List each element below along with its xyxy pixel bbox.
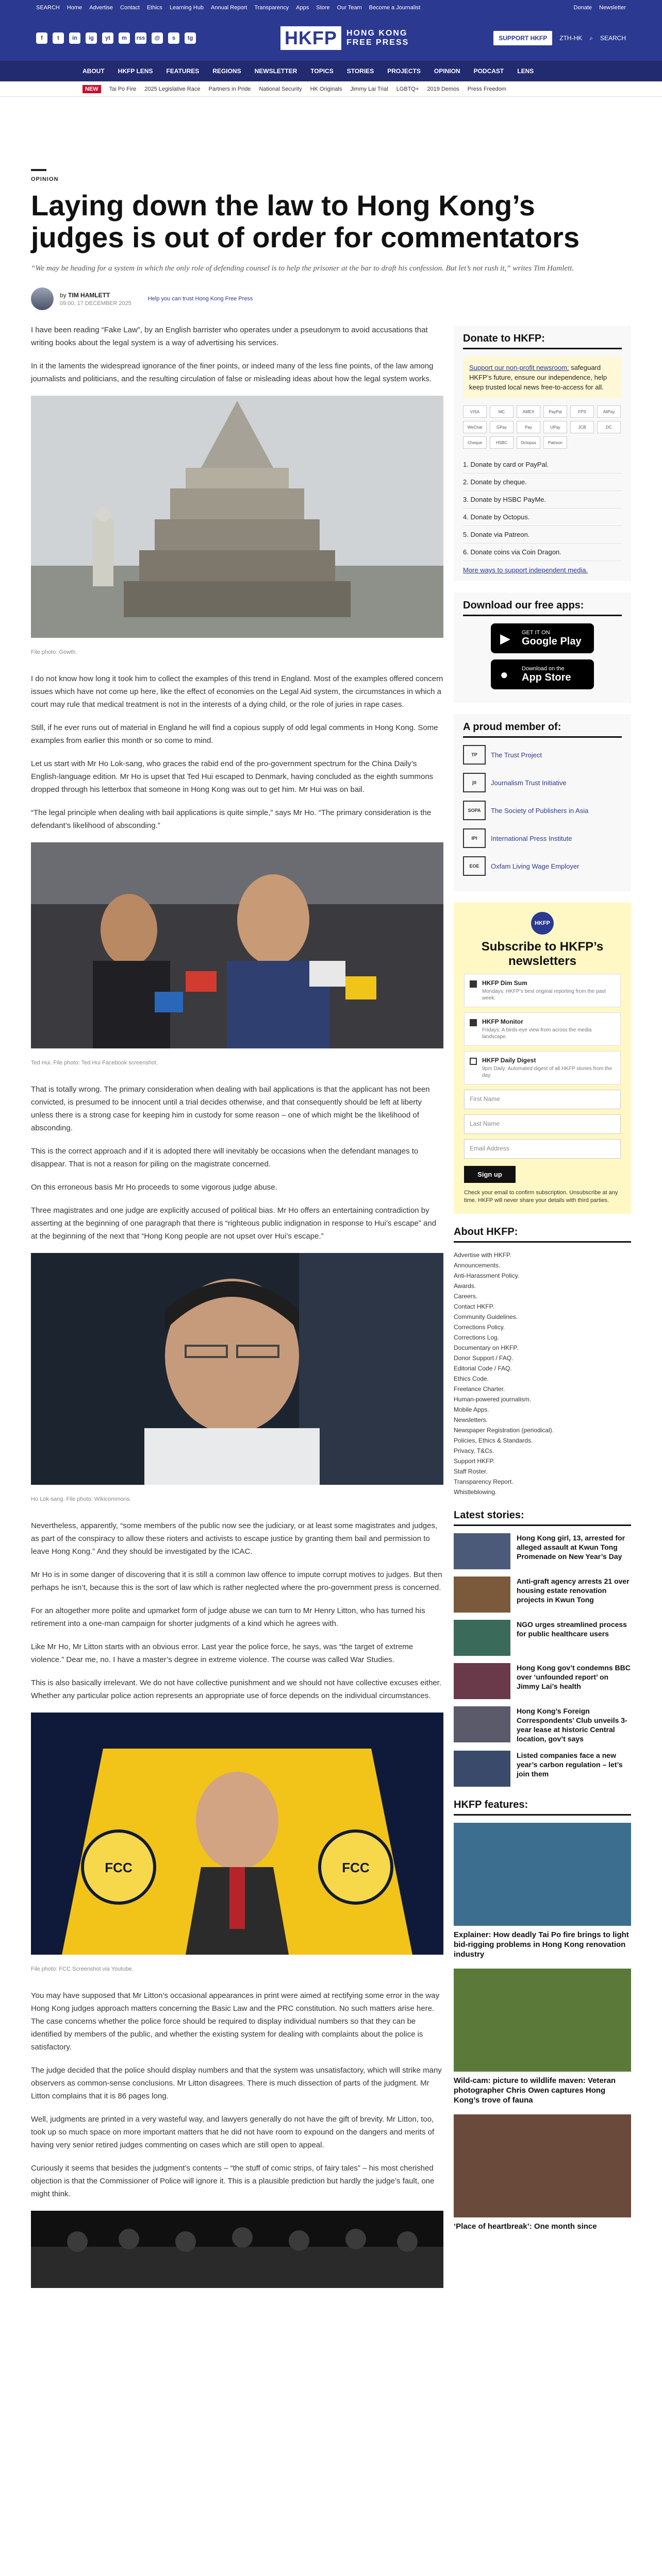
nav-item[interactable]: REGIONS	[212, 67, 241, 75]
member-list	[463, 745, 622, 876]
nav-item[interactable]: NEWSLETTER	[254, 67, 297, 75]
nav-item[interactable]: ABOUT	[82, 67, 105, 75]
article-paragraph: That is totally wrong. The primary consideration when dealing with bail applications is that the applicant has not been convicted, is presumed to be innocent until a trial decides otherwise, and that consequently should be left at liberty unless there is a strong case for keeping him in custody for some reason – one of which might be the likelihood of absconding.	[31, 1085, 430, 1132]
utility-link[interactable]: Transparency	[254, 5, 289, 11]
member-badge: IPI	[463, 828, 486, 848]
member-name: Oxfam Living Wage Employer	[491, 862, 580, 870]
donate-option[interactable]: 2. Donate by cheque.	[463, 473, 622, 491]
article-paragraph: This is also basically irrelevant. We do not have collective punishment and we should not have collective excuses either. Whether any particular police action represents an appropriate use of force depends on the individual circumstances.	[31, 1679, 441, 1700]
story-thumbnail[interactable]	[454, 1577, 510, 1613]
about-link[interactable]: Privacy, T&Cs.	[454, 1447, 494, 1454]
about-link[interactable]: Policies, Ethics & Standards.	[454, 1437, 533, 1444]
payment-logo: GPay	[490, 421, 514, 433]
photo-caption-4: File photo: FCC Screenshot via Youtube.	[31, 1966, 134, 1972]
story-headline[interactable]: Hong Kong’s Foreign Correspondents’ Club unveils 3-year lease at historic Central location, gov’t says	[517, 1707, 627, 1743]
subscribe-box	[454, 903, 631, 1214]
donate-title: Donate to HKFP:	[463, 333, 622, 349]
social-icon[interactable]: rss	[135, 32, 146, 44]
utility-link[interactable]: Learning Hub	[169, 5, 204, 11]
about-link[interactable]: Careers.	[454, 1293, 478, 1300]
article-paragraph: Let us start with Mr Ho Lok-sang, who graces the rabid end of the pro-government spectrum for the China Daily’s English-language edition. Mr Ho is upset that Ted Hui escaped to Denmark, having concluded as the eighth summons dropped through his letterbox that someone in Hong Kong was out to get him. Mr Hui was on bail.	[31, 759, 434, 794]
fcc-sign-left: FCC	[105, 1860, 133, 1875]
payment-logo: Pay	[517, 421, 540, 433]
payment-logo: JCB	[570, 421, 594, 433]
payment-logo: MC	[490, 405, 514, 418]
story-thumbnail[interactable]	[454, 1663, 510, 1699]
about-link[interactable]: Donor Support / FAQ.	[454, 1354, 514, 1362]
story-thumbnail[interactable]	[454, 1533, 510, 1569]
member-name: The Trust Project	[491, 751, 542, 759]
about-link[interactable]: Mobile Apps.	[454, 1406, 489, 1413]
utility-link[interactable]: Home	[67, 5, 82, 11]
utility-links-right	[574, 5, 626, 11]
story-headline[interactable]: Hong Kong girl, 13, arrested for alleged assault at Kwun Tong Promenade on New Year’s Day	[517, 1534, 625, 1561]
article-paragraph: Mr Ho is in some danger of discovering that it is still a common law offence to impute corrupt motives to judges. But then perhaps he isn’t, because this is the sort of law which is rather neglected where the pro-government press is concerned.	[31, 1570, 442, 1592]
new-badge: NEW	[82, 85, 101, 93]
story-thumbnail[interactable]	[454, 1620, 510, 1656]
nav-item[interactable]: FEATURES	[166, 67, 200, 75]
article-category[interactable]: OPINION	[31, 176, 59, 182]
about-links	[454, 1250, 631, 1497]
nav-item[interactable]: HKFP LENS	[118, 67, 153, 75]
nav-item[interactable]: LENS	[517, 67, 534, 75]
article-paragraph: Well, judgments are printed in a very wasteful way, and lawyers generally do not have the gift of brevity. Mr Litton, too, took up so much space on more important matters that he did not have room to expound on the dangers and merits of having very senior retired judges commenting on cases which are still open to appeal.	[31, 2115, 435, 2149]
about-link[interactable]: Documentary on HKFP.	[454, 1344, 519, 1351]
article-paragraph: You may have supposed that Mr Litton’s occasional appearances in print were aimed at rectifying some error in the way Hong Kong judges approach matters concerning the Basic Law and the PRC constitution. No such matters arise here. The case concerns whether the police force should be required to display individual numbers so that they can be identified by members of the public, and whether the existing system for dealing with complaints about the police is satisfactory.	[31, 1991, 440, 2052]
nav-item[interactable]: PROJECTS	[387, 67, 421, 75]
donate-option[interactable]: 5. Donate via Patreon.	[463, 526, 622, 544]
about-link[interactable]: Community Guidelines.	[454, 1313, 518, 1320]
utility-link[interactable]: Apps	[296, 5, 309, 11]
donate-option[interactable]: 4. Donate by Octopus.	[463, 509, 622, 526]
payment-logo: HSBC	[490, 436, 514, 449]
story-headline[interactable]: Listed companies face a new year’s carbon regulation – let’s join them	[517, 1751, 623, 1778]
about-section	[454, 1226, 631, 1497]
donate-more-link[interactable]: More ways to support independent media.	[463, 566, 588, 574]
feature-headline[interactable]: Wild-cam: picture to wildlife maven: Veteran photographer Chris Owen captures Hong Kong’s trove of fauna	[454, 2076, 616, 2105]
article-body	[31, 324, 443, 2296]
about-link[interactable]: Contact HKFP.	[454, 1303, 494, 1310]
about-link[interactable]: Newsletters.	[454, 1416, 488, 1423]
newsletter-name: HKFP Daily Digest	[482, 1057, 536, 1064]
latest-story[interactable]	[454, 1577, 631, 1613]
article-paragraph: I do not know how long it took him to collect the examples of this trend in England. Most of the examples offered concern issues which have not come up here, like the effect of economies on the Legal Aid system, the circumstances in which a court may rule that medical treatment is not in the interests of a dying child, or the role of juries in rape cases.	[31, 674, 443, 709]
latest-list	[454, 1533, 631, 1787]
google-play-button[interactable]: ▶ GET IT ON Google Play	[491, 623, 594, 653]
apple-icon: ●	[500, 667, 508, 682]
features-title: HKFP features:	[454, 1799, 631, 1816]
photo-caption-3: Ho Lok-sang. File photo: Wikicommons.	[31, 1496, 131, 1502]
article-paragraph: I have been reading “Fake Law”, by an English barrister who operates under a pseudonym to avoid accusations that writing books about the legal system is a way of advertising his services.	[31, 326, 428, 347]
site-logo[interactable]	[280, 26, 409, 50]
paragraph-group-5	[31, 1989, 443, 2200]
checkbox[interactable]	[470, 1058, 477, 1065]
trending-link[interactable]: LGBTQ+	[396, 86, 419, 92]
utility-link[interactable]: Store	[316, 5, 330, 11]
paragraph-group-3	[31, 1083, 443, 1243]
article-paragraph: The judge decided that the police should display numbers and that the system was unsatisfactory, which will strike many observers as common-sense conclusions. Mr Litton disagrees. There is much dissection of parts of the judgment. Mr Litton complains that it is 86 pages long.	[31, 2066, 442, 2100]
fcc-sign-right: FCC	[342, 1860, 370, 1875]
newsletter-desc: Mondays: HKFP’s best original reporting from the past week.	[482, 989, 606, 1001]
nav-item[interactable]: STORIES	[346, 67, 374, 75]
trending-link[interactable]: HK Originals	[310, 86, 342, 92]
subscribe-note: Check your email to confirm subscription. Unsubscribe at any time. HKFP will never share your details with third parties.	[464, 1190, 618, 1204]
article-standfirst: “We may be heading for a system in which the only role of defending counsel is to help the prisoner at the bar to draft his confession. But let’s not rush it,” writes Tim Hamlett.	[31, 264, 574, 273]
subscribe-title: Subscribe to HKFP’s newsletters	[481, 940, 604, 968]
trending-link[interactable]: Jimmy Lai Trial	[350, 86, 388, 92]
logo-words: HONG KONG FREE PRESS	[346, 29, 409, 47]
social-icon[interactable]: ig	[86, 32, 97, 44]
member-item[interactable]	[463, 828, 622, 848]
nav-item[interactable]: TOPICS	[310, 67, 334, 75]
about-link[interactable]: Transparency Report.	[454, 1478, 514, 1485]
donate-intro-link[interactable]: Support our non-profit newsroom:	[469, 364, 569, 371]
about-link[interactable]: Corrections Policy.	[454, 1324, 505, 1331]
article-page	[0, 97, 662, 2231]
utility-link[interactable]: SEARCH	[36, 5, 60, 11]
publish-date: 09:00, 17 DECEMBER 2025	[60, 300, 131, 307]
payment-logo: Octopus	[517, 436, 540, 449]
newsletter-desc: Fridays: A birds-eye view from across the media landscape.	[482, 1027, 592, 1040]
member-name: The Society of Publishers in Asia	[491, 806, 589, 815]
utility-link[interactable]: Ethics	[146, 5, 162, 11]
feature-headline[interactable]: ‘Place of heartbreak’: One month since	[454, 2222, 597, 2231]
story-headline[interactable]: NGO urges streamlined process for public healthcare users	[517, 1620, 627, 1638]
social-icon[interactable]: tg	[185, 32, 196, 44]
social-icons	[36, 32, 196, 44]
utility-link[interactable]: Become a Journalist	[369, 5, 421, 11]
header-actions	[493, 31, 626, 45]
about-link[interactable]: Announcements.	[454, 1262, 501, 1269]
utility-link[interactable]: Our Team	[337, 5, 362, 11]
photo-caption-2: Ted Hui. File photo: Ted Hui Facebook screenshot.	[31, 1060, 158, 1066]
donate-box	[454, 326, 631, 581]
article-paragraph: In it the laments the widespread ignorance of the finer points, or indeed many of the less fine points, of the law among journalists and politicians, and the resulting circulation of false or misleading ideas about how the legal system works.	[31, 362, 434, 383]
apps-title: Download our free apps:	[463, 600, 622, 616]
article-paragraph: Three magistrates and one judge are explicitly accused of political bias. Mr Ho offers an entertaining contradiction by asserting at the beginning of one paragraph that there is “righteous public indignation in response to Hui’s escape” and at the beginning of the next that “Hong Kong people are not upset over Hui’s escape.”	[31, 1206, 437, 1241]
donate-intro: Support our non-profit newsroom: safeguard HKFP’s future, ensure our independence, help keep trusted local news free-to-access for all.	[463, 357, 622, 398]
about-link[interactable]: Anti-Harassment Policy.	[454, 1272, 520, 1279]
donate-option[interactable]: 6. Donate coins via Coin Dragon.	[463, 544, 622, 561]
member-badge: TP	[463, 745, 486, 765]
paragraph-group-2	[31, 672, 443, 832]
newsletter-name: HKFP Monitor	[482, 1018, 523, 1025]
article-paragraph: For an altogether more polite and upmarket form of judge abuse we can turn to Mr Henry Litton, who has turned his retirement into a one-man campaign for shorter judgments of a kind which he agrees with.	[31, 1606, 425, 1628]
trending-link[interactable]: 2025 Legislative Race	[144, 86, 201, 92]
member-item[interactable]	[463, 773, 622, 792]
member-item[interactable]	[463, 745, 622, 765]
article-paragraph: This is the correct approach and if it is adopted there will inevitably be occasions when the defendant manages to disappear. That is not a reason for piling on the magistrate concerned.	[31, 1147, 419, 1168]
feature-headline[interactable]: Explainer: How deadly Tai Po fire brings to light bid-rigging problems in Hong Kong renovation industry	[454, 1930, 629, 1959]
newsletter-option[interactable]	[464, 974, 621, 1007]
article-photo-press	[31, 842, 443, 1048]
payment-logo: Patreon	[543, 436, 567, 449]
story-headline[interactable]: Hong Kong gov’t condemns BBC over ‘unfounded report’ on Jimmy Lai’s health	[517, 1664, 631, 1690]
site-header	[0, 15, 662, 61]
utility-link-right[interactable]: Newsletter	[599, 5, 626, 11]
about-link[interactable]: Awards.	[454, 1282, 476, 1290]
article-photo-protest	[31, 2211, 443, 2288]
subscribe-logo: HKFP	[531, 912, 554, 935]
trending-link[interactable]: Tai Po Fire	[109, 86, 137, 92]
about-link[interactable]: Support HKFP.	[454, 1458, 495, 1465]
trust-link[interactable]: Help you can trust Hong Kong Free Press	[147, 296, 253, 302]
features-list	[454, 1823, 631, 2231]
app-store-button[interactable]: ● Download on the App Store	[491, 659, 594, 689]
checkbox-checked[interactable]	[470, 980, 477, 988]
social-icon[interactable]: @	[152, 32, 163, 44]
about-link[interactable]: Whistleblowing.	[454, 1488, 497, 1496]
member-name: Journalism Trust Initiative	[491, 778, 567, 787]
member-item[interactable]	[463, 856, 622, 876]
trending-link[interactable]: National Security	[259, 86, 302, 92]
about-link[interactable]: Ethics Code.	[454, 1375, 489, 1382]
first-name-input[interactable]: First Name	[464, 1090, 621, 1109]
paragraph-group-4	[31, 1519, 443, 1702]
utility-bar	[0, 0, 662, 15]
about-link[interactable]: Advertise with HKFP.	[454, 1251, 511, 1259]
social-icon[interactable]: s	[168, 32, 179, 44]
utility-link-right[interactable]: Donate	[573, 5, 592, 11]
author-line: by TIM HAMLETT	[60, 291, 110, 299]
about-link[interactable]: Corrections Log.	[454, 1334, 500, 1341]
member-box	[454, 714, 631, 891]
apps-box	[454, 592, 631, 703]
newsletter-option[interactable]	[464, 1012, 621, 1046]
social-icon[interactable]: m	[119, 32, 130, 44]
nav-item[interactable]: OPINION	[434, 67, 460, 75]
feature-image[interactable]	[454, 1969, 631, 2072]
member-badge: EOE	[463, 856, 486, 876]
author-name[interactable]: TIM HAMLETT	[68, 291, 110, 299]
member-item[interactable]	[463, 801, 622, 820]
latest-story[interactable]	[454, 1620, 631, 1656]
sign-up-button[interactable]: Sign up	[464, 1166, 516, 1183]
language-toggle[interactable]: ZTH-HK	[559, 35, 583, 42]
feature-image[interactable]	[454, 2114, 631, 2217]
author-avatar[interactable]	[31, 287, 54, 310]
trending-link[interactable]: Press Freedom	[467, 86, 506, 92]
about-link[interactable]: Editorial Code / FAQ.	[454, 1365, 512, 1372]
utility-link[interactable]: Annual Report	[211, 5, 247, 11]
utility-links	[36, 5, 420, 11]
payment-logo: AliPay	[597, 405, 621, 418]
payment-logos	[463, 405, 622, 449]
payment-logo: Cheque	[463, 436, 487, 449]
article-header	[0, 97, 662, 310]
donate-option[interactable]: 3. Donate by HSBC PayMe.	[463, 491, 622, 509]
member-badge: SOPA	[463, 801, 486, 820]
main-nav	[0, 61, 662, 81]
about-link[interactable]: Staff Roster.	[454, 1468, 488, 1475]
trending-links	[109, 86, 506, 92]
social-icon[interactable]: yt	[102, 32, 113, 44]
social-icon[interactable]: f	[36, 32, 47, 44]
email-input[interactable]: Email Address	[464, 1139, 621, 1159]
story-thumbnail[interactable]	[454, 1706, 510, 1742]
story-thumbnail[interactable]	[454, 1751, 510, 1787]
article-paragraph: Curiously it seems that besides the judgment’s contents – “the stuff of comic strips, of fairy tales” – his most cherished objection is that the Commissioner of Police will ignore it. This is a plausible prediction but hardly the judge’s fault, one might think.	[31, 2164, 435, 2198]
payment-logo: VISA	[463, 405, 487, 418]
article-title: Laying down the law to Hong Kong’s judges is out of order for commentators	[31, 189, 580, 253]
article-photo-fcc	[31, 1713, 443, 1955]
newsletter-desc: 9pm Daily: Automated digest of all HKFP stories from the day.	[482, 1066, 613, 1078]
latest-story[interactable]	[454, 1706, 631, 1743]
article-photo-statue	[31, 396, 443, 638]
feature-image[interactable]	[454, 1823, 631, 1926]
search-label[interactable]: SEARCH	[600, 35, 626, 42]
payment-logo: FPS	[570, 405, 594, 418]
latest-story[interactable]	[454, 1663, 631, 1699]
social-icon[interactable]: t	[53, 32, 64, 44]
latest-title: Latest stories:	[454, 1510, 631, 1526]
story-headline[interactable]: Anti-graft agency arrests 21 over housing estate renovation projects in Kwun Tong	[517, 1577, 630, 1604]
payment-logo: WeChat	[463, 421, 487, 433]
member-title: A proud member of:	[463, 721, 622, 738]
member-name: International Press Institute	[491, 834, 572, 842]
article-paragraph: Still, if he ever runs out of material in England he will find a copious supply of odd legal comments in Hong Kong. Some examples from earlier this month or so come to mind.	[31, 723, 438, 745]
trending-link[interactable]: 2019 Demos	[427, 86, 459, 92]
payment-logo: UPay	[543, 421, 567, 433]
nav-item[interactable]: PODCAST	[473, 67, 504, 75]
latest-section	[454, 1510, 631, 1787]
last-name-input[interactable]: Last Name	[464, 1114, 621, 1134]
support-button[interactable]: SUPPORT HKFP	[493, 31, 552, 45]
payment-logo: DC	[597, 421, 621, 433]
article-paragraph: Like Mr Ho, Mr Litton starts with an obvious error. Last year the police force, he says, was “the target of extreme violence.” Dear me, no. I have a master’s degree in extreme violence. The course was called War Studies.	[31, 1642, 413, 1664]
utility-link[interactable]: Contact	[120, 5, 140, 11]
trending-bar	[0, 81, 662, 97]
newsletter-name: HKFP Dim Sum	[482, 979, 527, 987]
article-paragraph: Nevertheless, apparently, “some members of the public now see the judiciary, or at least some magistrates and judges, as part of the conspiracy to allow these rioters and activists to escape justice by granting them bail and permission to leave Hong Kong.” And they should be investigated by the ICAC.	[31, 1521, 438, 1556]
article-paragraph: On this erroneous basis Mr Ho proceeds to some vigorous judge abuse.	[31, 1183, 277, 1192]
utility-link[interactable]: Advertise	[89, 5, 113, 11]
paragraph-group-1	[31, 324, 443, 385]
payment-logo: AMEX	[517, 405, 540, 418]
byline	[31, 287, 631, 310]
donate-options	[463, 456, 622, 561]
article-paragraph: “The legal principle when dealing with bail applications is quite simple,” says Mr Ho. “The primary consideration is the defendant’s likelihood of absconding.”	[31, 808, 432, 830]
about-title: About HKFP:	[454, 1226, 631, 1243]
newsletter-option[interactable]	[464, 1051, 621, 1084]
trending-link[interactable]: Partners in Pride	[208, 86, 251, 92]
sidebar	[454, 324, 631, 2241]
checkbox-checked[interactable]	[470, 1019, 477, 1026]
google-play-icon: ▶	[500, 631, 510, 646]
kicker-rule	[31, 169, 46, 171]
latest-story[interactable]	[454, 1533, 631, 1569]
donate-option[interactable]: 1. Donate by card or PayPal.	[463, 456, 622, 473]
about-link[interactable]: Freelance Charter.	[454, 1385, 505, 1393]
newsletter-options	[464, 974, 621, 1084]
about-link[interactable]: Newspaper Registration (periodical).	[454, 1427, 554, 1434]
payment-logo: PayPal	[543, 405, 567, 418]
latest-story[interactable]	[454, 1751, 631, 1787]
about-link[interactable]: Human-powered journalism.	[454, 1396, 532, 1403]
photo-caption-1: File photo: Gowth.	[31, 649, 77, 655]
search-icon[interactable]: ⌕	[589, 34, 593, 42]
logo-mark: HKFP	[280, 26, 341, 50]
article-photo-portrait	[31, 1253, 443, 1485]
social-icon[interactable]: in	[69, 32, 80, 44]
member-badge: jti	[463, 773, 486, 792]
features-section	[454, 1799, 631, 2231]
